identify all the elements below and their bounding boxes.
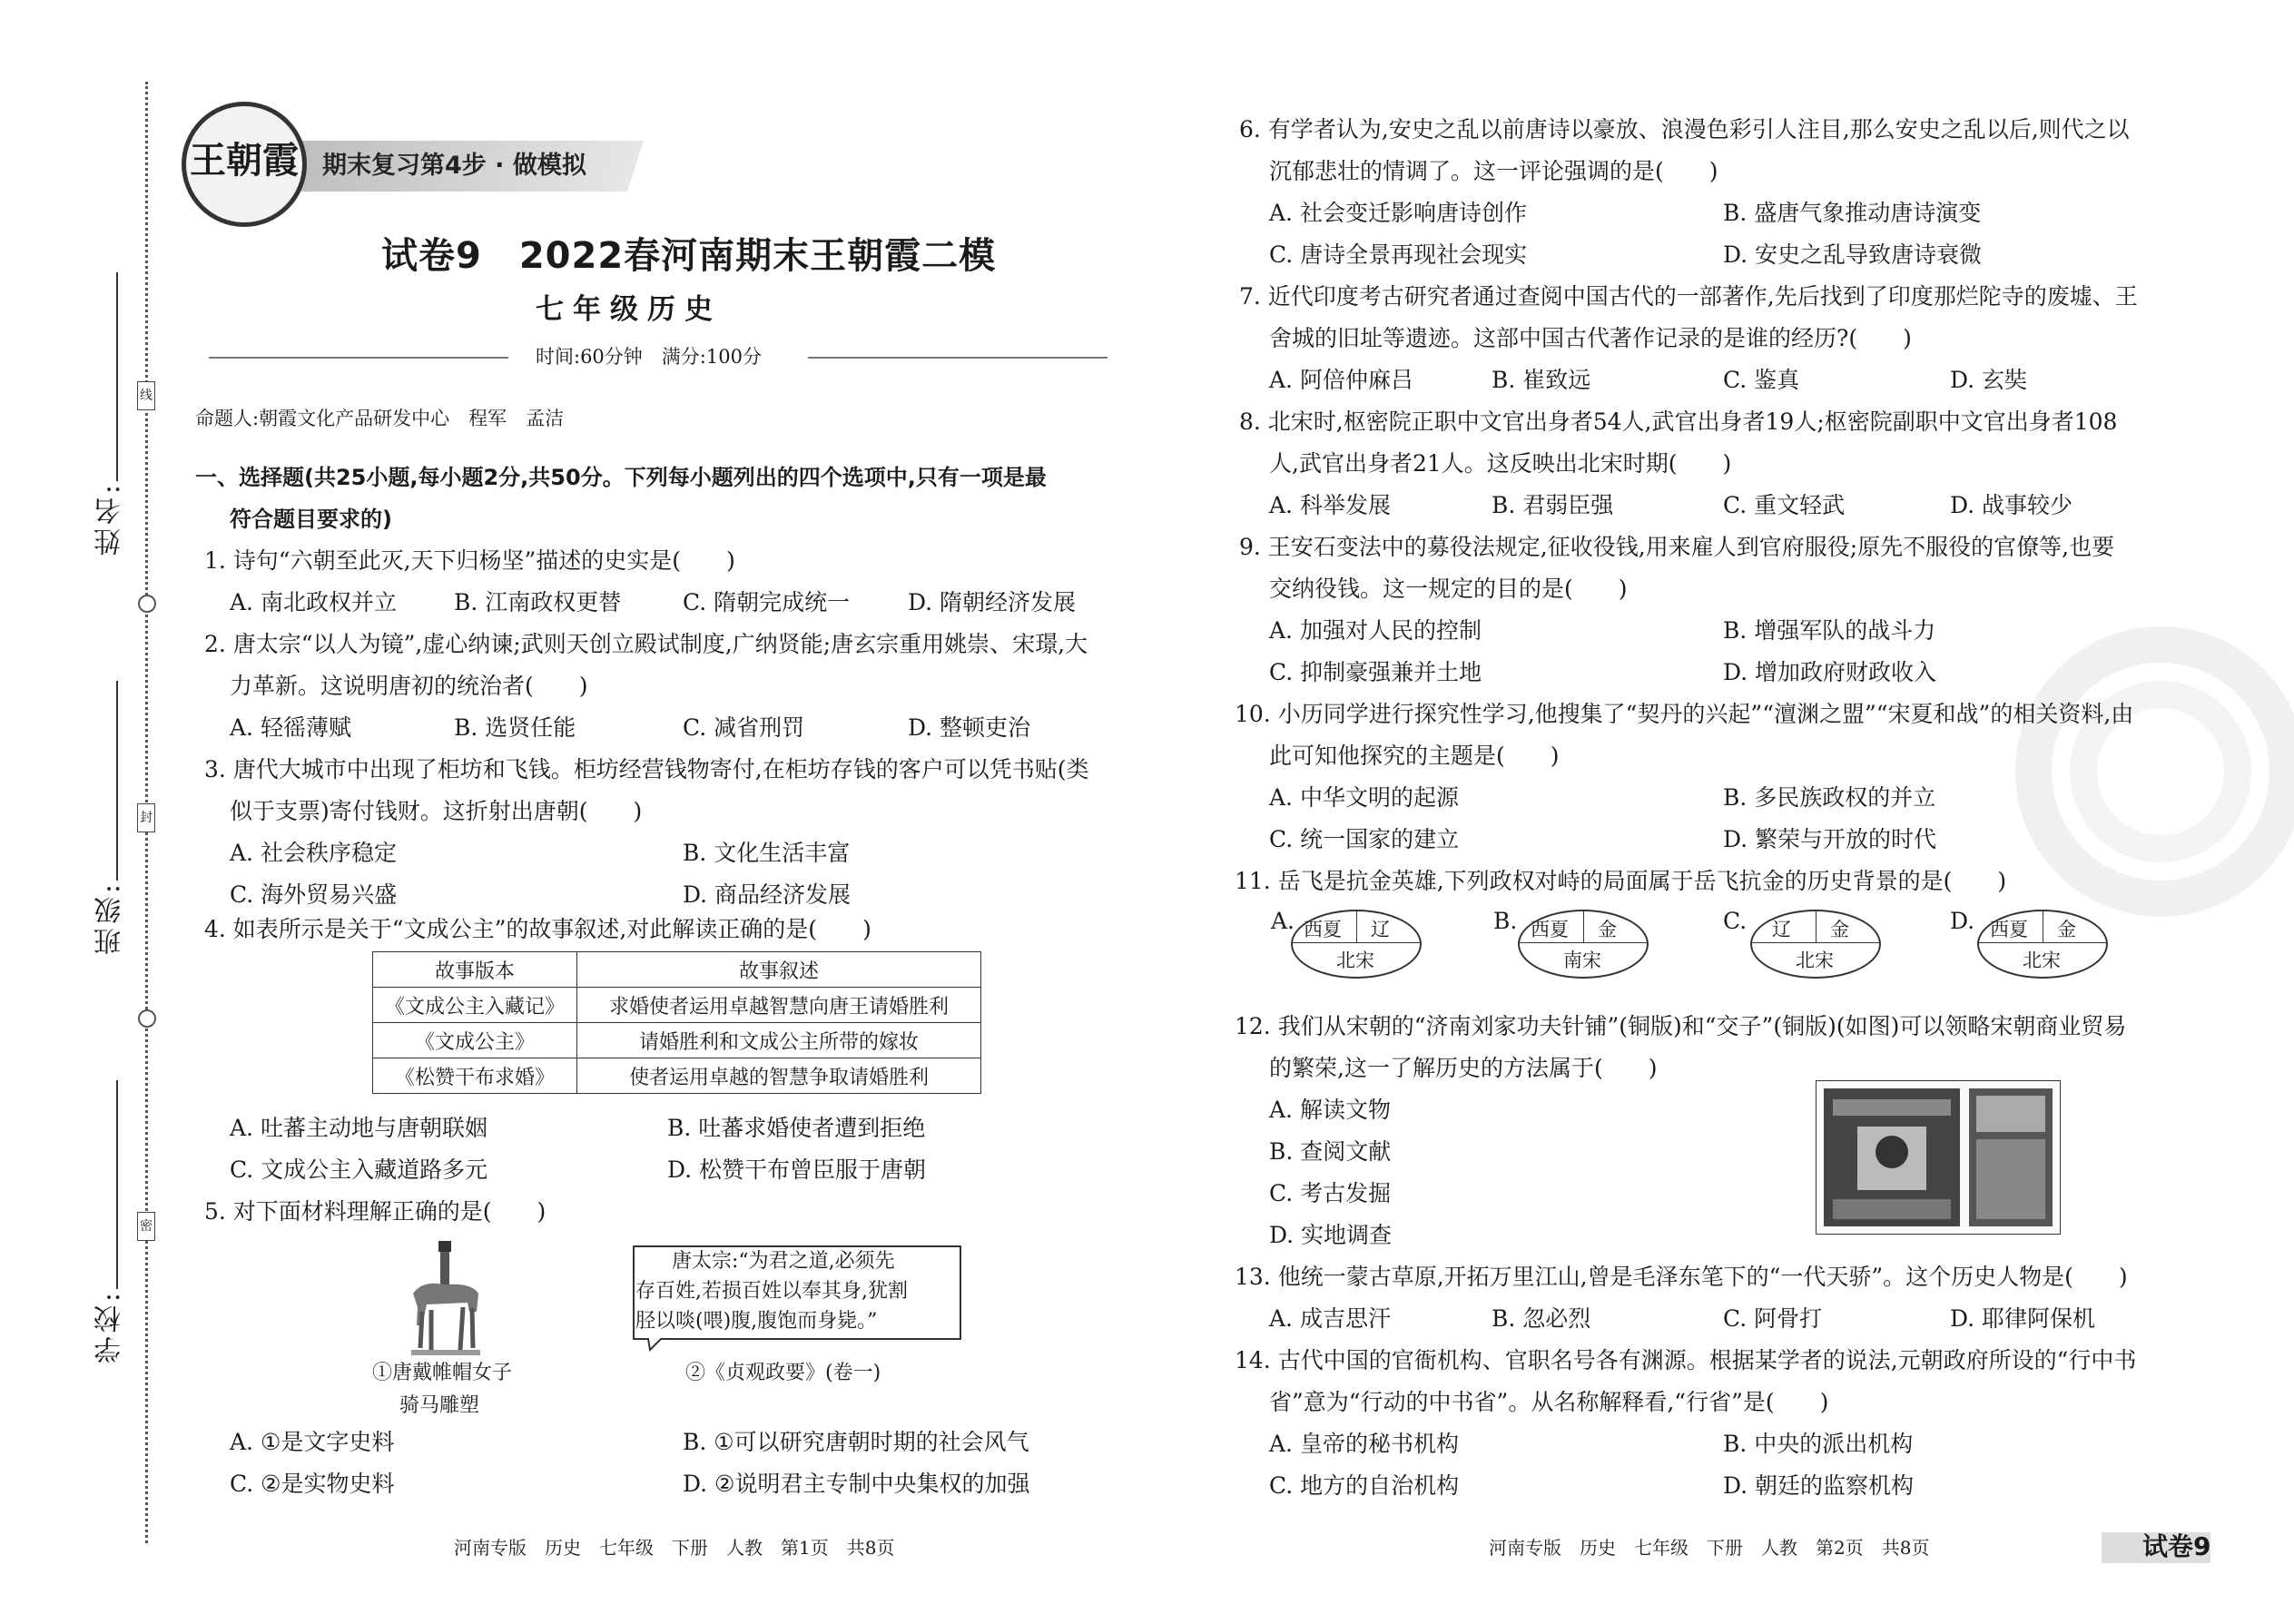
q2-stem: 2. 唐太宗“以人为镜”,虚心纳谏;武则天创立殿试制度,广纳贤能;唐玄宗重用姚崇、宋璟,大	[204, 631, 1088, 657]
q12-option-b[interactable]: B. 查阅文献	[1269, 1138, 1392, 1165]
q6-option-c[interactable]: C. 唐诗全景再现社会现实	[1269, 241, 1528, 268]
q6-stem: 6. 有学者认为,安史之乱以前唐诗以豪放、浪漫色彩引人注目,那么安史之乱以后,则代之以	[1239, 116, 2130, 143]
q8-option-a[interactable]: A. 科举发展	[1269, 492, 1391, 518]
footer-paper-tag: 试卷9	[2142, 1531, 2211, 1561]
table-header-row	[373, 952, 981, 988]
q1-option-d[interactable]: D. 隋朝经济发展	[908, 589, 1077, 615]
binding-mark-feng: 封	[137, 803, 155, 832]
horse-rider-statue-image	[404, 1239, 486, 1357]
q12-option-c[interactable]: C. 考古发掘	[1269, 1180, 1392, 1206]
q13-option-d[interactable]: D. 耶律阿保机	[1950, 1305, 2096, 1332]
class-label: 班级:	[94, 881, 126, 956]
regime-label: 北宋	[1796, 950, 1834, 971]
q3-option-d[interactable]: D. 商品经济发展	[683, 881, 852, 908]
regime-label: 金	[1830, 919, 1849, 940]
q9-option-d[interactable]: D. 增加政府财政收入	[1723, 659, 1937, 685]
q4-option-b[interactable]: B. 吐蕃求婚使者遭到拒绝	[667, 1115, 926, 1141]
q10-option-b[interactable]: B. 多民族政权的并立	[1723, 784, 1936, 811]
q11-option-a-diagram[interactable]	[1291, 910, 1422, 979]
q10-option-a[interactable]: A. 中华文明的起源	[1269, 784, 1459, 811]
q6-stem-cont: 沉郁悲壮的情调了。这一评论强调的是( )	[1269, 158, 1718, 184]
table-cell: 请婚胜利和文成公主所带的嫁妆	[577, 1023, 981, 1058]
quote-line-3: 胫以啖(喂)腹,腹饱而身毙。”	[635, 1310, 878, 1333]
q4-option-c[interactable]: C. 文成公主入藏道路多元	[230, 1156, 488, 1183]
figure1-caption-cont: 骑马雕塑	[399, 1394, 480, 1417]
q1-option-b[interactable]: B. 江南政权更替	[454, 589, 622, 615]
q14-stem-cont: 省”意为“行动的中书省”。从名称解释看,“行省”是( )	[1269, 1389, 1829, 1415]
table-header-cell: 故事版本	[373, 952, 577, 988]
brand-logo: 王朝霞	[182, 102, 307, 227]
quote-line-1: 唐太宗:“为君之道,必须先	[672, 1250, 895, 1273]
q7-option-a[interactable]: A. 阿倍仲麻吕	[1269, 367, 1413, 393]
divider-right	[808, 357, 1108, 359]
q10-option-c[interactable]: C. 统一国家的建立	[1269, 826, 1460, 852]
exam-subtitle: 七年级历史	[536, 293, 722, 326]
name-field-line[interactable]	[116, 272, 118, 481]
table-cell: 《文成公主入藏记》	[373, 988, 577, 1023]
q1-option-c[interactable]: C. 隋朝完成统一	[683, 589, 851, 615]
bronze-plates-image	[1816, 1080, 2061, 1235]
q9-option-c[interactable]: C. 抑制豪强兼并土地	[1269, 659, 1482, 685]
regime-label: 西夏	[1304, 919, 1342, 940]
q3-stem-cont: 似于支票)寄付钱财。这折射出唐朝( )	[230, 798, 643, 824]
class-field-line[interactable]	[116, 681, 118, 881]
regime-label: 金	[2057, 919, 2076, 940]
q9-stem-cont: 交纳役钱。这一规定的目的是( )	[1269, 576, 1628, 602]
q5-option-d[interactable]: D. ②说明君主专制中央集权的加强	[683, 1471, 1030, 1497]
q14-option-a[interactable]: A. 皇帝的秘书机构	[1269, 1431, 1459, 1457]
regime-label: 南宋	[1563, 950, 1601, 971]
table-header-cell: 故事叙述	[577, 952, 981, 988]
q11-option-b-letter[interactable]: B.	[1493, 908, 1518, 934]
q11-option-c-letter[interactable]: C.	[1723, 908, 1748, 934]
q6-option-b[interactable]: B. 盛唐气象推动唐诗演变	[1723, 200, 1982, 226]
q12-stem-cont: 的繁荣,这一了解历史的方法属于( )	[1269, 1055, 1658, 1081]
table-cell: 使者运用卓越的智慧争取请婚胜利	[577, 1058, 981, 1094]
q6-option-a[interactable]: A. 社会变迁影响唐诗创作	[1269, 200, 1527, 226]
q4-stem: 4. 如表所示是关于“文成公主”的故事叙述,对此解读正确的是( )	[204, 916, 871, 942]
binding-knot	[138, 1009, 156, 1028]
table-row	[373, 988, 981, 1023]
q8-option-b[interactable]: B. 君弱臣强	[1492, 492, 1614, 518]
q5-option-a[interactable]: A. ①是文字史料	[230, 1429, 395, 1455]
school-label: 学校:	[94, 1289, 126, 1364]
regime-label: 西夏	[1990, 919, 2028, 940]
q9-stem: 9. 王安石变法中的募役法规定,征收役钱,用来雇人到官府服役;原先不服役的官僚等,也要	[1239, 534, 2115, 560]
binding-mark-mi: 密	[137, 1212, 155, 1241]
regime-label: 北宋	[1336, 950, 1374, 971]
q13-option-c[interactable]: C. 阿骨打	[1723, 1305, 1823, 1332]
binding-mark-xian: 线	[137, 381, 155, 410]
q11-option-d-diagram[interactable]	[1977, 910, 2108, 979]
q8-stem: 8. 北宋时,枢密院正职中文官出身者54人,武官出身者19人;枢密院副职中文官出身者108	[1239, 408, 2118, 435]
q14-option-b[interactable]: B. 中央的派出机构	[1723, 1431, 1914, 1457]
q2-option-d[interactable]: D. 整顿吏治	[908, 714, 1031, 741]
q5-option-c[interactable]: C. ②是实物史料	[230, 1471, 395, 1497]
q3-option-a[interactable]: A. 社会秩序稳定	[230, 840, 397, 866]
q3-option-b[interactable]: B. 文化生活丰富	[683, 840, 851, 866]
q10-option-d[interactable]: D. 繁荣与开放的时代	[1723, 826, 1937, 852]
name-label: 姓名:	[94, 481, 126, 556]
q6-option-d[interactable]: D. 安史之乱导致唐诗衰微	[1723, 241, 1983, 268]
q3-option-c[interactable]: C. 海外贸易兴盛	[230, 881, 398, 908]
q7-option-d[interactable]: D. 玄奘	[1950, 367, 2028, 393]
q8-option-c[interactable]: C. 重文轻武	[1723, 492, 1846, 518]
footer-right: 河南专版 历史 七年级 下册 人教 第2页 共8页	[1489, 1537, 1930, 1559]
exam-title: 试卷9 2022春河南期末王朝霞二模	[381, 235, 997, 277]
q2-option-a[interactable]: A. 轻徭薄赋	[230, 714, 351, 741]
table-cell: 《文成公主》	[373, 1023, 577, 1058]
q12-option-d[interactable]: D. 实地调查	[1269, 1222, 1393, 1248]
q2-option-b[interactable]: B. 选贤任能	[454, 714, 576, 741]
q7-option-c[interactable]: C. 鉴真	[1723, 367, 1800, 393]
q2-stem-cont: 力革新。这说明唐初的统治者( )	[230, 673, 588, 699]
q14-option-c[interactable]: C. 地方的自治机构	[1269, 1472, 1460, 1499]
q8-option-d[interactable]: D. 战事较少	[1950, 492, 2073, 518]
banner-text: 期末复习第4步 · 做模拟	[322, 152, 586, 180]
q11-stem: 11. 岳飞是抗金英雄,下列政权对峙的局面属于岳飞抗金的历史背景的是( )	[1235, 868, 2007, 894]
divider-left	[209, 357, 508, 359]
q10-stem: 10. 小历同学进行探究性学习,他搜集了“契丹的兴起”“澶渊之盟”“宋夏和战”的相关资料,由	[1235, 701, 2134, 727]
q5-option-b[interactable]: B. ①可以研究唐朝时期的社会风气	[683, 1429, 1029, 1455]
regime-label: 辽	[1772, 919, 1791, 940]
q13-option-b[interactable]: B. 忽必烈	[1492, 1305, 1591, 1332]
q9-option-b[interactable]: B. 增强军队的战斗力	[1723, 617, 1936, 644]
q11-option-b-diagram[interactable]	[1518, 910, 1649, 979]
q11-option-c-diagram[interactable]	[1750, 910, 1881, 979]
regime-label: 金	[1598, 919, 1617, 940]
table-row	[373, 1058, 981, 1094]
q8-stem-cont: 人,武官出身者21人。这反映出北宋时期( )	[1269, 450, 1732, 477]
binding-knot	[138, 595, 156, 613]
regime-label: 辽	[1371, 919, 1390, 940]
regime-label: 西夏	[1531, 919, 1569, 940]
q1-option-a[interactable]: A. 南北政权并立	[230, 589, 397, 615]
q4-option-d[interactable]: D. 松赞干布曾臣服于唐朝	[667, 1156, 927, 1183]
q11-option-a-letter[interactable]: A.	[1271, 908, 1295, 934]
q13-option-a[interactable]: A. 成吉思汗	[1269, 1305, 1391, 1332]
section-heading-cont: 符合题目要求的)	[230, 507, 392, 532]
school-field-line[interactable]	[116, 1080, 118, 1289]
q12-option-a[interactable]: A. 解读文物	[1269, 1097, 1391, 1123]
q3-stem: 3. 唐代大城市中出现了柜坊和飞钱。柜坊经营钱物寄付,在柜坊存钱的客户可以凭书贴(类	[204, 756, 1089, 782]
section-heading: 一、选择题(共25小题,每小题2分,共50分。下列每小题列出的四个选项中,只有一项是最	[195, 465, 1047, 490]
q1-stem: 1. 诗句“六朝至此灭,天下归杨坚”描述的史实是( )	[204, 547, 735, 574]
q14-stem: 14. 古代中国的官衙机构、官职名号各有渊源。根据某学者的说法,元朝政府所设的“行中书	[1235, 1347, 2137, 1373]
q11-option-d-letter[interactable]: D.	[1950, 908, 1975, 934]
footer-left: 河南专版 历史 七年级 下册 人教 第1页 共8页	[454, 1537, 895, 1559]
q7-stem: 7. 近代印度考古研究者通过查阅中国古代的一部著作,先后找到了印度那烂陀寺的废墟、王	[1239, 283, 2138, 310]
q10-stem-cont: 此可知他探究的主题是( )	[1269, 743, 1560, 769]
figure2-caption: ②《贞观政要》(卷一)	[685, 1362, 881, 1384]
q13-stem: 13. 他统一蒙古草原,开拓万里江山,曾是毛泽东笔下的“一代天骄”。这个历史人物是( )	[1235, 1264, 2128, 1290]
table-cell: 求婚使者运用卓越智慧向唐王请婚胜利	[577, 988, 981, 1023]
q7-option-b[interactable]: B. 崔致远	[1492, 367, 1591, 393]
regime-label: 北宋	[2023, 950, 2061, 971]
q7-stem-cont: 舍城的旧址等遗迹。这部中国古代著作记录的是谁的经历?( )	[1269, 325, 1912, 351]
table-row	[373, 1023, 981, 1058]
q5-stem: 5. 对下面材料理解正确的是( )	[204, 1198, 546, 1225]
quote-line-2: 存百姓,若损百姓以奉其身,犹割	[635, 1280, 908, 1303]
q2-option-c[interactable]: C. 减省刑罚	[683, 714, 805, 741]
figure1-caption: ①唐戴帷帽女子	[372, 1362, 513, 1384]
time-info: 时间:60分钟 满分:100分	[536, 346, 762, 368]
table-cell: 《松赞干布求婚》	[373, 1058, 577, 1094]
authors: 命题人:朝霞文化产品研发中心 程军 孟洁	[195, 408, 565, 429]
q12-stem: 12. 我们从宋朝的“济南刘家功夫针铺”(铜版)和“交子”(铜版)(如图)可以领略宋朝商业贸易	[1235, 1013, 2127, 1039]
story-table	[372, 951, 981, 1094]
q4-option-a[interactable]: A. 吐蕃主动地与唐朝联姻	[230, 1115, 487, 1141]
q9-option-a[interactable]: A. 加强对人民的控制	[1269, 617, 1482, 644]
q14-option-d[interactable]: D. 朝廷的监察机构	[1723, 1472, 1915, 1499]
